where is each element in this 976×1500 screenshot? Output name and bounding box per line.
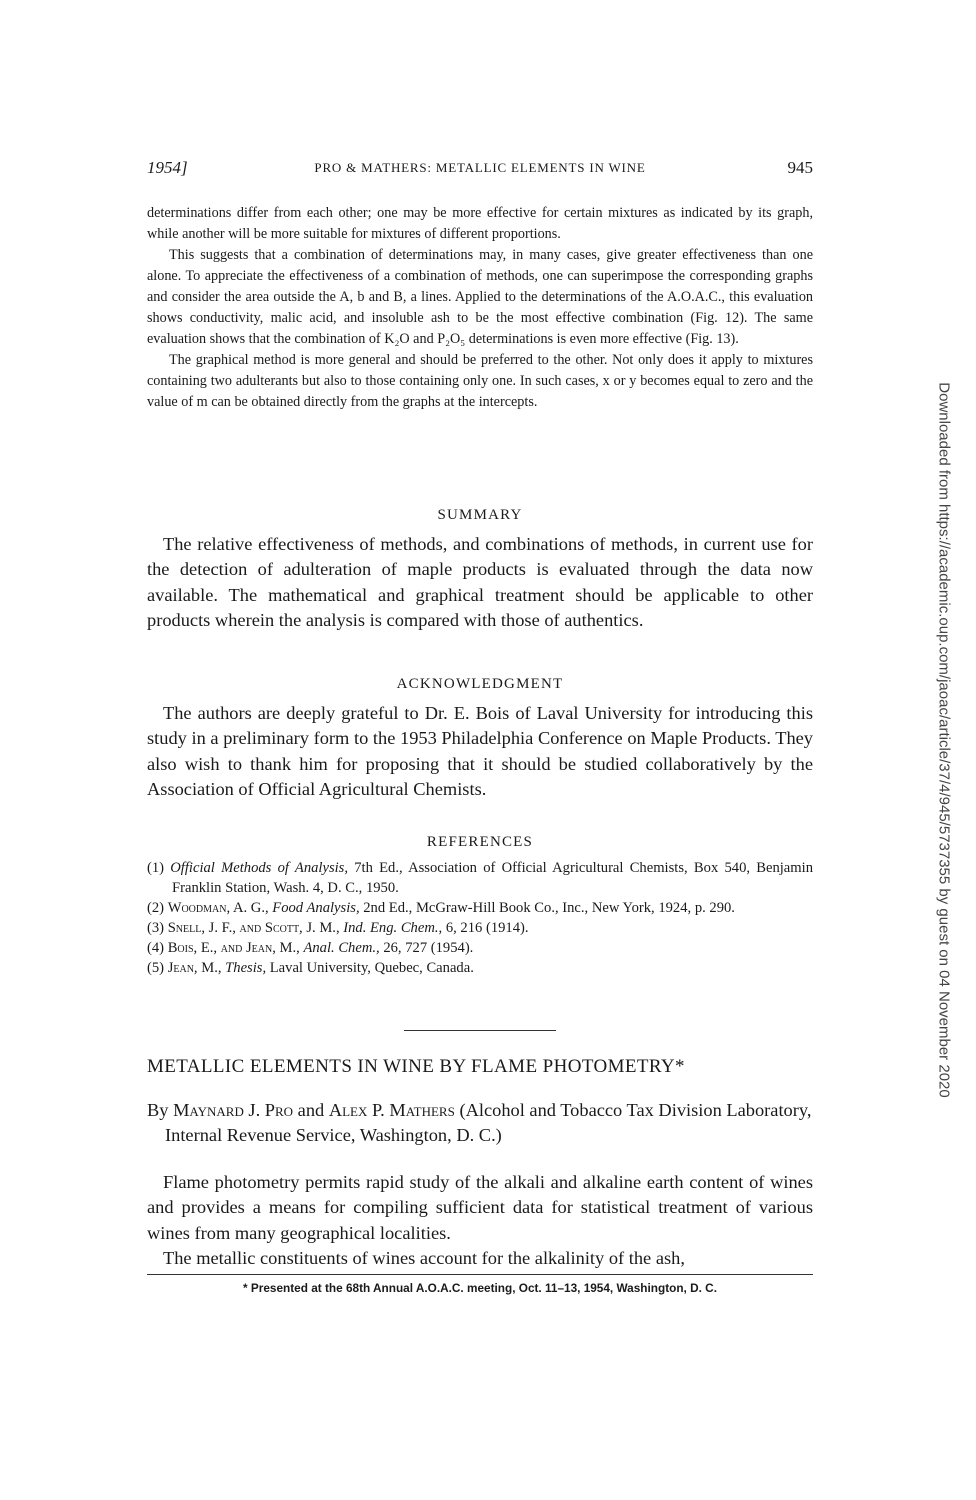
header-page-number: 945: [787, 158, 813, 177]
reference-item: (1) Official Methods of Analysis, 7th Ed., Association of Official Agricultural Chemists, Box 540, Benjamin Franklin Station, Wash. 4, D. C., 1950.: [147, 860, 813, 896]
article-byline: By Maynard J. Pro and Alex P. Mathers (Alcohol and Tobacco Tax Division Laboratory, Internal Revenue Service, Washington, D. C.): [147, 1100, 812, 1145]
new-article: [147, 1056, 813, 1271]
summary-text: The relative effectiveness of methods, and combinations of methods, in current use for the detection of adulteration of maple products is evaluated through the data now available. The mathematical and graphical treatment should be applicable to other products wherein the analysis is compared with those of authentics.: [147, 534, 813, 630]
running-header: [147, 158, 813, 182]
reference-item: (2) Woodman, A. G., Food Analysis, 2nd Ed., McGraw-Hill Book Co., Inc., New York, 1924, p. 290.: [147, 900, 735, 916]
acknowledgment-section: [147, 676, 813, 802]
summary-section: [147, 507, 813, 633]
body-paragraph-3: The graphical method is more general and should be preferred to the other. Not only does it apply to mixtures containing two adulterants but also to those containing only one. In such cases, x or y becomes equal to zero and the value of m can be obtained directly from the graphs at the intercepts.: [147, 352, 813, 410]
article-title: METALLIC ELEMENTS IN WINE BY FLAME PHOTOMETRY*: [147, 1056, 685, 1077]
section-divider: [147, 1030, 813, 1031]
body-paragraph-1: determinations differ from each other; one may be more effective for certain mixtures as indicated by its graph, while another will be more suitable for mixtures of different proportions.: [147, 205, 813, 242]
footnote-area: [147, 1274, 813, 1295]
header-running-title: PRO & MATHERS: METALLIC ELEMENTS IN WINE: [314, 160, 646, 175]
body-paragraph-2: This suggests that a combination of determinations may, in many cases, give greater effectiveness than one alone. To appreciate the effectiveness of a combination of methods, one can superimpose the corresponding graphs and consider the area outside the A, b and B, a lines. Applied to the determinations of the A.O.A.C., this evaluation shows conductivity, malic acid, and insoluble ash to be the most effective combination (Fig. 12). The same evaluation shows that the combination of K₂O and P₂O₅ determinations is even more effective (Fig. 13).: [147, 247, 813, 347]
references-list: [147, 858, 813, 978]
previous-article-continuation: [147, 203, 813, 413]
author-name: Alex P. Mathers: [328, 1100, 455, 1120]
references-heading: REFERENCES: [426, 834, 534, 850]
header-year: 1954]: [147, 158, 188, 177]
reference-item: (5) Jean, M., Thesis, Laval University, Quebec, Canada.: [147, 960, 474, 976]
acknowledgment-text: The authors are deeply grateful to Dr. E. Bois of Laval University for introducing this study in a preliminary form to the 1953 Philadelphia Conference on Maple Products. They also wish to thank him for proposing that it should be studied collaboratively by the Association of Official Agricultural Chemists.: [147, 703, 813, 799]
reference-item: (4) Bois, E., and Jean, M., Anal. Chem., 26, 727 (1954).: [147, 940, 474, 956]
acknowledgment-heading: ACKNOWLEDGMENT: [396, 676, 564, 692]
footnote-text: * Presented at the 68th Annual A.O.A.C. meeting, Oct. 11–13, 1954, Washington, D. C.: [243, 1281, 717, 1295]
author-name: Maynard J. Pro: [173, 1100, 294, 1120]
article-paragraph-1: Flame photometry permits rapid study of the alkali and alkaline earth content of wines and provides a means for compiling sufficient data for statistical treatment of various wines from many geographical localities.: [147, 1172, 813, 1243]
footnote-rule: [147, 1274, 813, 1275]
reference-item: (3) Snell, J. F., and Scott, J. M., Ind. Eng. Chem., 6, 216 (1914).: [147, 920, 529, 936]
divider-rule: [404, 1030, 556, 1031]
article-paragraph-2: The metallic constituents of wines account for the alkalinity of the ash,: [163, 1247, 685, 1268]
summary-heading: SUMMARY: [437, 507, 523, 523]
references-section: [147, 834, 813, 978]
download-watermark-text: Downloaded from https://academic.oup.com/jaoac/article/37/4/945/5737355 by guest on 04 November 2020: [935, 382, 953, 1098]
